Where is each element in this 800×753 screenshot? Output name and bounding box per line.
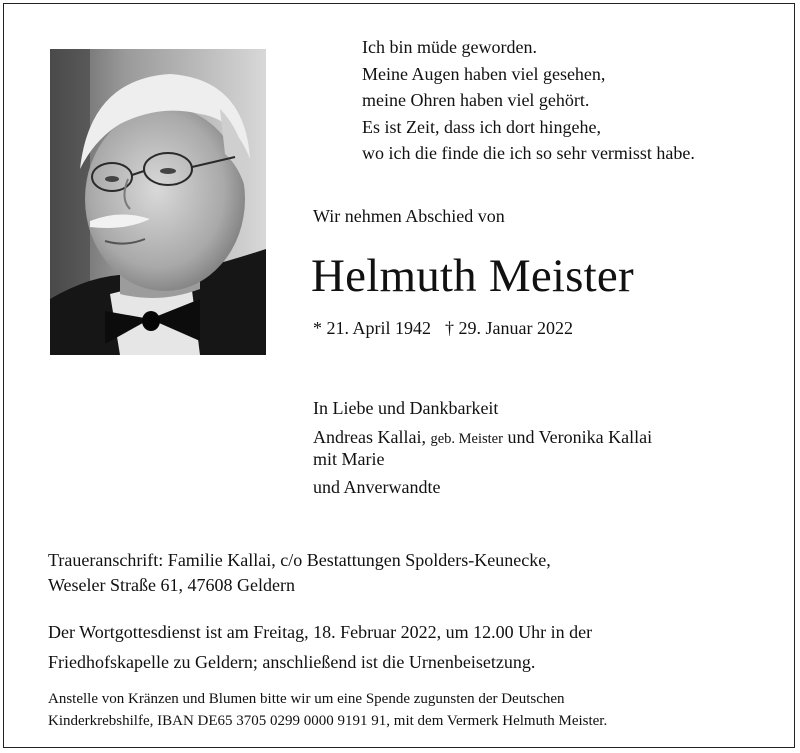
poem-line: Es ist Zeit, dass ich dort hingehe, — [362, 116, 601, 137]
obituary-notice — [3, 3, 795, 748]
poem-line: wo ich die finde die ich so sehr vermisst habe. — [362, 143, 695, 163]
portrait-photo — [50, 49, 266, 355]
service-info — [48, 617, 592, 677]
service-line: Der Wortgottesdienst ist am Freitag, 18. Februar 2022, um 12.00 Uhr in der — [48, 622, 593, 642]
mourners-heading: In Liebe und Dankbarkeit — [313, 398, 499, 418]
mourners — [313, 396, 652, 499]
service-line: Friedhofskapelle zu Geldern; anschließend ist die Urnenbeisetzung. — [48, 652, 536, 672]
mourner-line: und Anverwandte — [313, 477, 441, 497]
life-dates — [313, 318, 573, 339]
donation-note — [48, 688, 607, 732]
mourning-address — [48, 548, 551, 598]
donation-line: Kinderkrebshilfe, IBAN DE65 3705 0299 0000 9191 91, mit dem Vermerk Helmuth Meister. — [48, 713, 608, 729]
mourner-name-rest: und Veronika Kallai — [507, 427, 653, 447]
address-line: Weseler Straße 61, 47608 Geldern — [48, 575, 295, 595]
maiden-name: geb. Meister — [430, 431, 503, 447]
farewell-intro: Wir nehmen Abschied von — [313, 206, 505, 226]
address-line: Traueranschrift: Familie Kallai, c/o Bestattungen Spolders-Keunecke, — [48, 550, 551, 570]
donation-line: Anstelle von Kränzen und Blumen bitte wir um eine Spende zugunsten der Deutschen — [48, 691, 565, 707]
poem-line: Meine Augen haben viel gesehen, — [362, 63, 606, 84]
poem-line: meine Ohren haben viel gehört. — [362, 90, 590, 110]
deceased-name: Helmuth Meister — [311, 250, 634, 302]
death-date: † 29. Januar 2022 — [445, 318, 573, 338]
poem — [362, 34, 695, 167]
mourner-name: Andreas Kallai, — [313, 427, 426, 447]
birth-date: * 21. April 1942 — [313, 318, 432, 338]
mourner-line: mit Marie — [313, 449, 385, 469]
poem-line: Ich bin müde geworden. — [362, 37, 537, 57]
